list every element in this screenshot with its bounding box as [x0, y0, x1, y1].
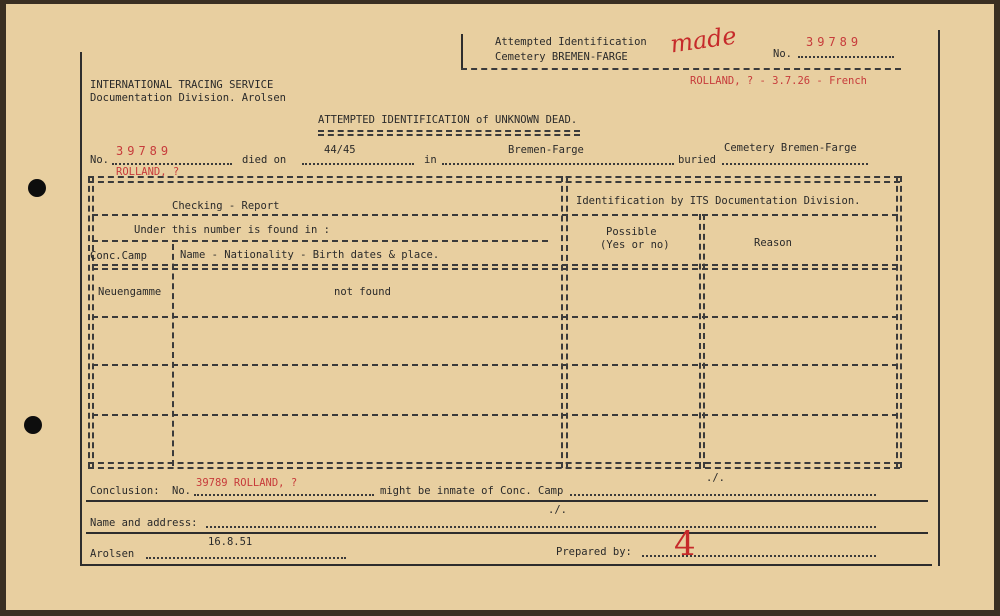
conclusion-label: Conclusion:: [90, 485, 160, 497]
row-divider-1: [92, 316, 898, 318]
record-buried-label: buried: [678, 154, 716, 166]
address-rule: [86, 532, 928, 534]
table-header-divider: [92, 214, 898, 216]
org-division: Documentation Division. Arolsen: [90, 92, 286, 104]
table-left-border-2: [92, 176, 94, 468]
prepared-by-label: Prepared by:: [556, 546, 632, 558]
table-right-border-2: [900, 176, 902, 468]
header-box-no-dots: [798, 56, 894, 58]
org-name: INTERNATIONAL TRACING SERVICE: [90, 79, 274, 91]
table-divider-possible: [699, 214, 701, 468]
checking-report-header: Checking - Report: [172, 200, 280, 212]
table-left-border: [88, 176, 90, 468]
footer-date: 16.8.51: [208, 536, 253, 548]
record-in-label: in: [424, 154, 437, 166]
table-divider-possible-2: [703, 214, 705, 468]
conclusion-no-value: 39789 ROLLAND, ?: [196, 477, 298, 489]
table-divider-camp: [172, 244, 174, 466]
row-divider-2: [92, 364, 898, 366]
header-box-bottom-border: [461, 68, 901, 70]
record-in-dots: [442, 163, 674, 165]
record-died-dots: [302, 163, 414, 165]
under-number-divider: [92, 240, 548, 242]
conclusion-no-dots: [194, 494, 374, 496]
frame-right-line: [938, 30, 940, 566]
header-box-title: Attempted Identification: [495, 36, 647, 48]
table-top-border: [88, 176, 900, 178]
punch-hole-top: [28, 179, 46, 197]
row-1-camp: Neuengamme: [98, 286, 162, 298]
record-no-label: No.: [90, 154, 109, 166]
address-value: ./.: [548, 504, 567, 516]
table-bottom-border-2: [88, 467, 900, 469]
column-header-possible-2: (Yes or no): [600, 239, 670, 251]
under-number-label: Under this number is found in :: [134, 224, 330, 236]
record-died-label: died on: [242, 154, 287, 166]
column-header-divider-2: [92, 268, 898, 270]
row-1-name: not found: [334, 286, 391, 298]
column-header-possible-1: Possible: [606, 226, 657, 238]
form-title-underline: [318, 130, 580, 132]
table-top-border-2: [88, 181, 900, 183]
table-divider-checking-2: [566, 176, 568, 468]
form-title-underline-2: [318, 134, 580, 136]
handwritten-note: made: [668, 21, 739, 59]
table-divider-checking: [561, 176, 563, 468]
table-right-border: [896, 176, 898, 468]
column-header-camp: Conc.Camp: [90, 250, 147, 262]
header-box-no-label: No.: [773, 48, 792, 60]
header-box-name-line: ROLLAND, ? - 3.7.26 - French: [690, 75, 868, 87]
record-in-value: Bremen-Farge: [508, 144, 584, 156]
column-header-divider: [92, 264, 898, 266]
conclusion-no-label: No.: [172, 485, 191, 497]
footer-place: Arolsen: [90, 548, 135, 560]
column-header-name: Name - Nationality - Birth dates & place.: [180, 249, 440, 261]
conclusion-rule: [86, 500, 928, 502]
footer-date-dots: [146, 557, 346, 559]
address-dots: [206, 526, 876, 528]
conclusion-camp-dots: [570, 494, 876, 496]
signature: 4: [674, 524, 696, 564]
record-buried-dots: [722, 163, 868, 165]
header-box-cemetery: Cemetery BREMEN-FARGE: [495, 51, 628, 63]
footer-rule: [80, 564, 932, 566]
header-box-no-value: 39789: [806, 35, 863, 49]
column-header-reason: Reason: [754, 237, 792, 249]
record-no-dots: [112, 163, 232, 165]
conclusion-camp-value: ./.: [706, 472, 725, 484]
conclusion-text: might be inmate of Conc. Camp: [380, 485, 564, 497]
record-died-value: 44/45: [324, 144, 356, 156]
row-divider-3: [92, 414, 898, 416]
record-name: ROLLAND, ?: [116, 166, 180, 178]
form-title: ATTEMPTED IDENTIFICATION of UNKNOWN DEAD.: [318, 114, 578, 126]
table-bottom-border: [88, 462, 900, 464]
frame-left-line: [80, 52, 82, 566]
record-no-value: 39789: [116, 144, 173, 158]
header-box-left-border: [461, 34, 463, 70]
index-card: [6, 4, 994, 610]
address-label: Name and address:: [90, 517, 198, 529]
identification-header: Identification by ITS Documentation Division.: [576, 195, 861, 207]
punch-hole-bottom: [24, 416, 42, 434]
record-buried-value: Cemetery Bremen-Farge: [724, 142, 857, 154]
